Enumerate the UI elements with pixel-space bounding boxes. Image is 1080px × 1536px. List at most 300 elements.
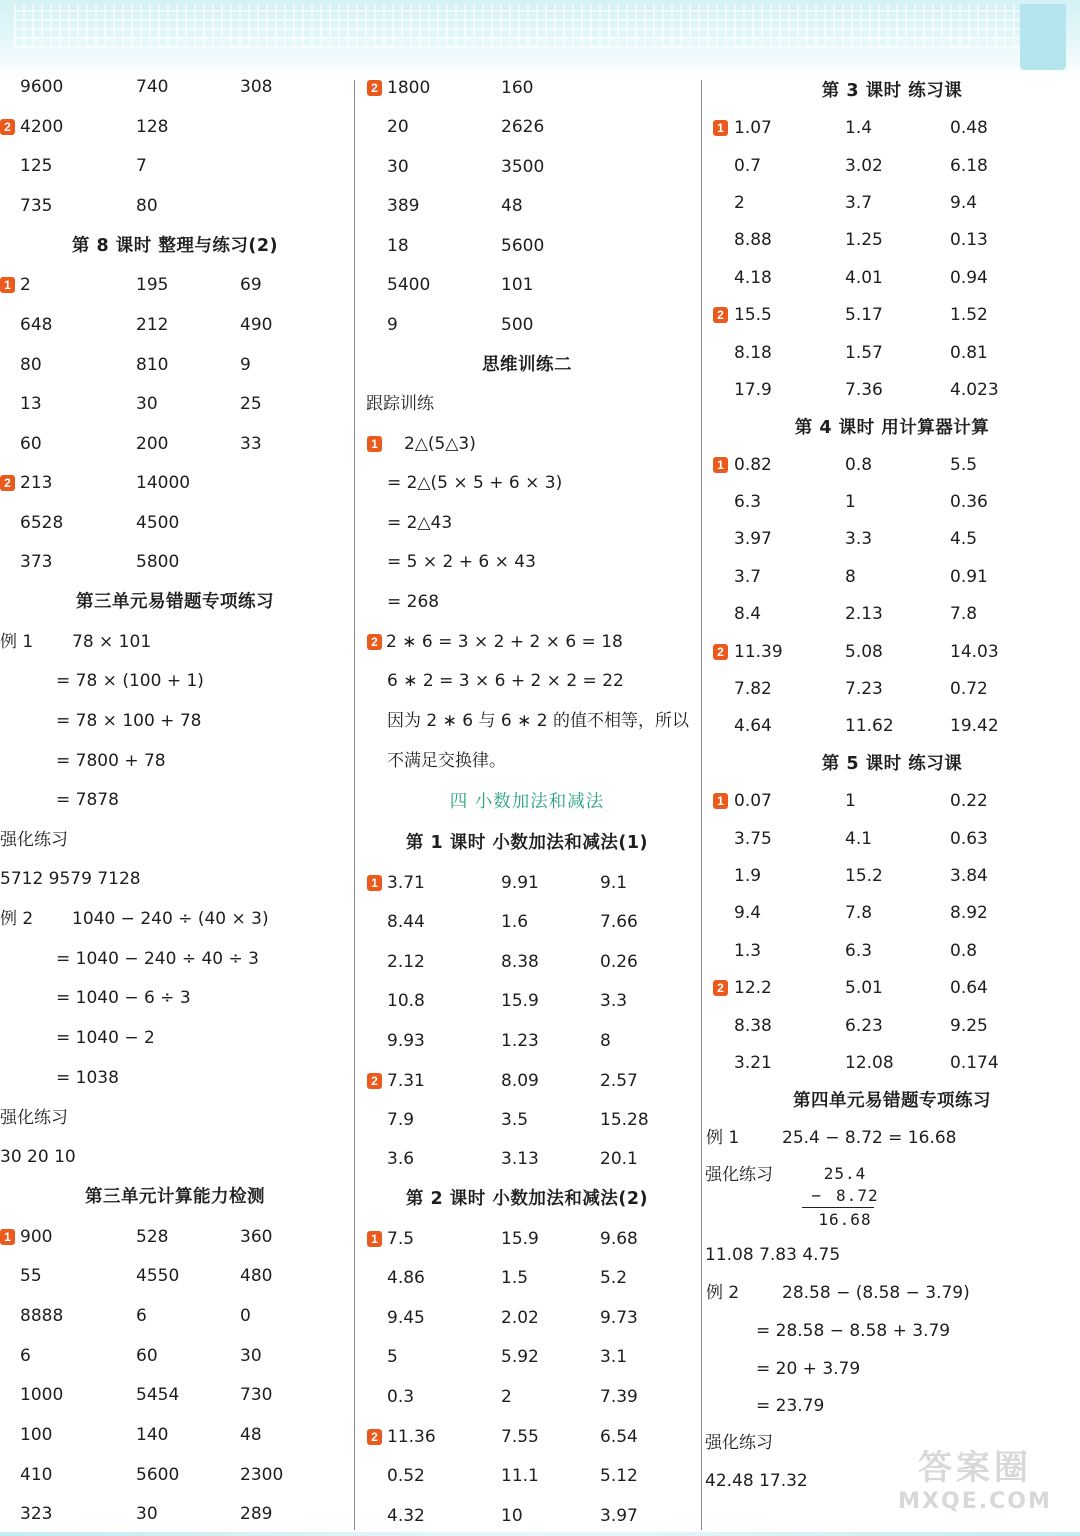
answer-value: 740 (136, 77, 169, 97)
expression-text: = 1040 − 2 (56, 1028, 155, 1048)
answer-value: 0.22 (950, 791, 988, 811)
minus-sign: − (811, 1186, 823, 1205)
question-number-badge: 1 (713, 120, 728, 136)
answer-line (704, 1240, 1080, 1270)
expression-text: = 1040 − 240 ÷ 40 ÷ 3 (56, 949, 259, 969)
answer-value: 5400 (387, 275, 431, 295)
question-number-badge: 2 (713, 644, 728, 660)
plain-text-line: 强化练习 (705, 1165, 773, 1185)
answer-line (356, 706, 698, 736)
answer-value: 0.48 (950, 118, 988, 138)
answer-line (0, 746, 350, 776)
answer-line (0, 1499, 350, 1529)
answer-value: 2 (734, 193, 745, 213)
answer-line (704, 263, 1080, 293)
answer-line (704, 562, 1080, 592)
question-number-badge: 2 (713, 307, 728, 323)
answer-value: 3.97 (734, 529, 772, 549)
plain-text-line: 5712 9579 7128 (0, 869, 141, 889)
answer-line (0, 1301, 350, 1331)
answer-line (356, 191, 698, 221)
answer-value: 0.8 (845, 455, 873, 475)
answer-value: 0.94 (950, 268, 988, 288)
answer-value: 9.25 (950, 1016, 988, 1036)
answer-value: 648 (20, 315, 53, 335)
lesson-title: 第 2 课时 小数加法和减法(2) (405, 1189, 649, 1209)
expression-text: = 78 × 100 + 78 (56, 711, 202, 731)
answer-value: 12.2 (734, 978, 772, 998)
answer-line (356, 152, 698, 182)
expression-text: = 2△(5 × 5 + 6 × 3) (387, 473, 563, 493)
plain-text-line: 30 20 10 (0, 1147, 76, 1167)
answer-value: 8.92 (950, 903, 988, 923)
answer-value: 3.21 (734, 1053, 772, 1073)
answer-value: 289 (240, 1504, 273, 1524)
answer-value: 69 (240, 275, 262, 295)
question-number-badge: 1 (713, 793, 728, 809)
answer-line (356, 310, 698, 340)
answer-value: 5600 (501, 236, 545, 256)
answer-value: 30 (136, 394, 158, 414)
answer-value: 4.86 (387, 1268, 425, 1288)
answer-line (356, 1382, 698, 1412)
answer-line (704, 300, 1080, 330)
answer-value: 9.4 (734, 903, 762, 923)
answer-line (356, 389, 698, 419)
expression-text: 1040 − 240 ÷ (40 × 3) (72, 909, 269, 929)
answer-value: 213 (20, 473, 53, 493)
answer-line (356, 1026, 698, 1056)
answer-value: 0.63 (950, 829, 988, 849)
answer-value: 5.92 (501, 1347, 539, 1367)
answer-value: 7.82 (734, 679, 772, 699)
answer-line (0, 112, 350, 142)
answer-value: 14000 (136, 473, 191, 493)
answer-line (0, 389, 350, 419)
expression-text: = 5 × 2 + 6 × 43 (387, 552, 536, 572)
lesson-title: 第 4 课时 用计算器计算 (794, 418, 990, 438)
answer-value: 7 (136, 156, 147, 176)
answer-line (704, 973, 1080, 1003)
answer-line (356, 1144, 698, 1174)
vertical-subtrahend: 8.72 (836, 1186, 879, 1205)
answer-value: 0.52 (387, 1466, 425, 1486)
answer-value: 2.57 (600, 1071, 638, 1091)
lesson-title: 第 1 课时 小数加法和减法(1) (405, 833, 649, 853)
answer-value: 4.64 (734, 716, 772, 736)
answer-value: 3.13 (501, 1149, 539, 1169)
answer-column-2 (356, 0, 698, 1536)
answer-value: 0.36 (950, 492, 988, 512)
answer-value: 3.1 (600, 1347, 628, 1367)
answer-value: 11.36 (387, 1427, 436, 1447)
question-number-badge: 2 (367, 80, 382, 96)
answer-value: 5.12 (600, 1466, 638, 1486)
answer-line (0, 1222, 350, 1252)
answer-value: 0.07 (734, 791, 772, 811)
answer-column-3 (704, 0, 1080, 1536)
answer-line (356, 1342, 698, 1372)
answer-line (356, 666, 698, 696)
question-number-badge: 2 (367, 634, 382, 650)
answer-line (0, 1023, 350, 1053)
answer-value: 9.45 (387, 1308, 425, 1328)
answer-line (704, 450, 1080, 480)
answer-value: 5.01 (845, 978, 883, 998)
answer-value: 490 (240, 315, 273, 335)
answer-value: 30 (136, 1504, 158, 1524)
expression-text: 25.4 − 8.72 = 16.68 (782, 1128, 957, 1148)
answer-line (704, 113, 1080, 143)
answer-value: 12.08 (845, 1053, 894, 1073)
answer-value: 8888 (20, 1306, 64, 1326)
answer-value: 125 (20, 156, 53, 176)
answer-value: 3.84 (950, 866, 988, 886)
answer-line (0, 310, 350, 340)
answer-line (0, 72, 350, 102)
answer-line (0, 1103, 350, 1133)
example-label: 例 1 (706, 1128, 740, 1148)
answer-value: 1.07 (734, 118, 772, 138)
answer-value: 160 (501, 78, 534, 98)
vertical-result: 16.68 (818, 1210, 872, 1229)
answer-value: 55 (20, 1266, 42, 1286)
answer-value: 4500 (136, 513, 180, 533)
example-label: 例 2 (706, 1283, 740, 1303)
answer-value: 7.66 (600, 912, 638, 932)
answer-value: 8.09 (501, 1071, 539, 1091)
expression-text: 78 × 101 (72, 632, 152, 652)
answer-line (0, 547, 350, 577)
answer-line (704, 487, 1080, 517)
answer-value: 4.32 (387, 1506, 425, 1526)
answer-line (356, 1422, 698, 1452)
plain-text-line: 42.48 17.32 (705, 1471, 808, 1491)
answer-line (356, 270, 698, 300)
question-number-badge: 1 (367, 1231, 382, 1247)
lesson-title: 第 5 课时 练习课 (821, 754, 963, 774)
answer-value: 3.5 (501, 1110, 529, 1130)
answer-line (356, 907, 698, 937)
answer-value: 410 (20, 1465, 53, 1485)
answer-value: 9 (387, 315, 398, 335)
answer-value: 4200 (20, 117, 64, 137)
answer-line (704, 188, 1080, 218)
answer-line (356, 231, 698, 261)
answer-value: 19.42 (950, 716, 999, 736)
answer-value: 2626 (501, 117, 545, 137)
answer-value: 0.8 (950, 941, 978, 961)
answer-value: 5.5 (950, 455, 978, 475)
answer-value: 6 (20, 1346, 31, 1366)
answer-line (0, 666, 350, 696)
answer-line (356, 1105, 698, 1135)
answer-value: 4.5 (950, 529, 978, 549)
question-number-badge: 2 (0, 119, 15, 135)
answer-value: 1.4 (845, 118, 873, 138)
answer-value: 4.18 (734, 268, 772, 288)
answer-value: 7.9 (387, 1110, 415, 1130)
answer-line (704, 1011, 1080, 1041)
answer-line (356, 947, 698, 977)
answer-value: 25 (240, 394, 262, 414)
answer-value: 360 (240, 1227, 273, 1247)
answer-value: 1.23 (501, 1031, 539, 1051)
answer-line (356, 1066, 698, 1096)
answer-line (704, 599, 1080, 629)
answer-value: 1.57 (845, 343, 883, 363)
question-number-badge: 1 (0, 1229, 15, 1245)
answer-value: 20.1 (600, 1149, 638, 1169)
answer-value: 480 (240, 1266, 273, 1286)
answer-line (0, 864, 350, 894)
answer-value: 3.6 (387, 1149, 415, 1169)
answer-line (0, 904, 350, 934)
answer-value: 1.9 (734, 866, 762, 886)
answer-value: 0.82 (734, 455, 772, 475)
answer-value: 9.93 (387, 1031, 425, 1051)
expression-text: = 2△43 (387, 513, 453, 533)
answer-value: 9.68 (600, 1229, 638, 1249)
answer-value: 0 (240, 1306, 251, 1326)
answer-value: 1 (845, 492, 856, 512)
lesson-title: 第四单元易错题专项练习 (793, 1091, 991, 1111)
answer-line (0, 627, 350, 657)
expression-text: = 78 × (100 + 1) (56, 671, 204, 691)
answer-value: 8.4 (734, 604, 762, 624)
lesson-title: 第 8 课时 整理与练习(2) (71, 236, 279, 256)
answer-value: 8.38 (734, 1016, 772, 1036)
answer-line (0, 151, 350, 181)
answer-line (0, 508, 350, 538)
vertical-top-number: 25.4 (823, 1164, 867, 1183)
answer-value: 3.7 (734, 567, 762, 587)
answer-line (704, 1391, 1080, 1421)
answer-value: 6 (136, 1306, 147, 1326)
question-number-badge: 1 (713, 457, 728, 473)
answer-value: 373 (20, 552, 53, 572)
answer-line (0, 1261, 350, 1291)
answer-value: 7.5 (387, 1229, 415, 1249)
answer-value: 7.55 (501, 1427, 539, 1447)
answer-line (356, 627, 698, 657)
lesson-title: 第三单元计算能力检测 (85, 1187, 265, 1207)
answer-value: 195 (136, 275, 169, 295)
answer-value: 5.08 (845, 642, 883, 662)
answer-value: 323 (20, 1504, 53, 1524)
answer-value: 8.44 (387, 912, 425, 932)
answer-line (704, 637, 1080, 667)
answer-value: 1800 (387, 78, 431, 98)
answer-value: 528 (136, 1227, 169, 1247)
expression-text: 不满足交换律。 (387, 751, 506, 771)
answer-value: 0.72 (950, 679, 988, 699)
answer-value: 3500 (501, 157, 545, 177)
answer-value: 2300 (240, 1465, 284, 1485)
answer-value: 0.7 (734, 156, 762, 176)
answer-value: 1.3 (734, 941, 762, 961)
question-number-badge: 1 (367, 875, 382, 891)
answer-value: 1.5 (501, 1268, 529, 1288)
watermark-logo-text: 答案圈 (918, 1448, 1032, 1488)
answer-line (704, 1354, 1080, 1384)
answer-value: 3.3 (600, 991, 628, 1011)
answer-value: 9.1 (600, 873, 628, 893)
answer-line (0, 270, 350, 300)
answer-value: 48 (240, 1425, 262, 1445)
answer-line (0, 1420, 350, 1450)
plain-text-line: 强化练习 (0, 830, 68, 850)
answer-value: 730 (240, 1385, 273, 1405)
answer-line (356, 429, 698, 459)
answer-value: 2.13 (845, 604, 883, 624)
answer-value: 7.36 (845, 380, 883, 400)
answer-line (356, 986, 698, 1016)
expression-text: 2 ∗ 6 = 3 × 2 + 2 × 6 = 18 (386, 632, 623, 652)
answer-line (0, 983, 350, 1013)
answer-value: 15.28 (600, 1110, 649, 1130)
answer-value: 8 (600, 1031, 611, 1051)
answer-value: 6.18 (950, 156, 988, 176)
answer-value: 30 (387, 157, 409, 177)
answer-value: 212 (136, 315, 169, 335)
answer-value: 15.9 (501, 1229, 539, 1249)
example-label: 例 2 (0, 909, 34, 929)
answer-value: 11.39 (734, 642, 783, 662)
answer-value: 11.62 (845, 716, 894, 736)
lesson-title: 第三单元易错题专项练习 (76, 592, 274, 612)
vertical-result-bar (802, 1207, 874, 1208)
answer-value: 6.3 (734, 492, 762, 512)
answer-value: 5.17 (845, 305, 883, 325)
answer-value: 8.88 (734, 230, 772, 250)
answer-line (0, 706, 350, 736)
expression-text: = 1038 (56, 1068, 119, 1088)
lesson-title: 思维训练二 (482, 355, 572, 375)
answer-line (0, 785, 350, 815)
answer-value: 13 (20, 394, 42, 414)
answer-value: 1000 (20, 1385, 64, 1405)
expression-text: = 28.58 − 8.58 + 3.79 (756, 1321, 951, 1341)
question-number-badge: 2 (713, 980, 728, 996)
answer-line (0, 429, 350, 459)
answer-line (356, 547, 698, 577)
answer-line (704, 225, 1080, 255)
answer-line (704, 861, 1080, 891)
answer-value: 30 (240, 1346, 262, 1366)
answer-value: 8.18 (734, 343, 772, 363)
answer-value: 5.2 (600, 1268, 628, 1288)
answer-value: 500 (501, 315, 534, 335)
answer-value: 9.4 (950, 193, 978, 213)
answer-value: 3.75 (734, 829, 772, 849)
expression-text: 6 ∗ 2 = 3 × 6 + 2 × 2 = 22 (387, 671, 624, 691)
answer-value: 80 (136, 196, 158, 216)
answer-line (0, 191, 350, 221)
answer-value: 9.73 (600, 1308, 638, 1328)
answer-line (704, 1316, 1080, 1346)
answer-value: 4.01 (845, 268, 883, 288)
watermark-url: MXQE.COM (898, 1489, 1052, 1514)
answer-value: 2.12 (387, 952, 425, 972)
answer-value: 33 (240, 434, 262, 454)
answer-value: 6528 (20, 513, 64, 533)
answer-value: 1 (845, 791, 856, 811)
answer-value: 48 (501, 196, 523, 216)
answer-value: 15.9 (501, 991, 539, 1011)
column-divider-1 (354, 80, 355, 1530)
answer-line (0, 1063, 350, 1093)
answer-value: 60 (20, 434, 42, 454)
answer-line (704, 824, 1080, 854)
answer-line (704, 786, 1080, 816)
answer-value: 7.31 (387, 1071, 425, 1091)
site-watermark (880, 1448, 1070, 1528)
question-number-badge: 1 (367, 436, 382, 452)
answer-value: 3.7 (845, 193, 873, 213)
answer-value: 3.97 (600, 1506, 638, 1526)
example-label: 例 1 (0, 632, 34, 652)
answer-value: 308 (240, 77, 273, 97)
answer-value: 5454 (136, 1385, 180, 1405)
column-divider-2 (701, 80, 702, 1530)
expression-text: = 268 (387, 592, 440, 612)
answer-value: 9 (240, 355, 251, 375)
answer-line (356, 868, 698, 898)
answer-value: 14.03 (950, 642, 999, 662)
answer-value: 3.3 (845, 529, 873, 549)
answer-value: 4.023 (950, 380, 999, 400)
unit-section-heading: 四 小数加法和减法 (449, 792, 605, 812)
answer-value: 0.13 (950, 230, 988, 250)
answer-line (704, 1048, 1080, 1078)
answer-value: 900 (20, 1227, 53, 1247)
answer-value: 15.2 (845, 866, 883, 886)
answer-value: 101 (501, 275, 534, 295)
answer-line (0, 825, 350, 855)
answer-line (704, 375, 1080, 405)
answer-line (356, 73, 698, 103)
answer-line (704, 524, 1080, 554)
answer-value: 17.9 (734, 380, 772, 400)
answer-value: 0.174 (950, 1053, 999, 1073)
answer-value: 10 (501, 1506, 523, 1526)
answer-column-1 (0, 0, 350, 1536)
question-number-badge: 2 (367, 1429, 382, 1445)
answer-value: 7.8 (950, 604, 978, 624)
answer-value: 15.5 (734, 305, 772, 325)
answer-line (704, 1160, 1080, 1190)
answer-value: 4550 (136, 1266, 180, 1286)
answer-value: 389 (387, 196, 420, 216)
answer-value: 4.1 (845, 829, 873, 849)
answer-value: 1.25 (845, 230, 883, 250)
answer-line (0, 1142, 350, 1172)
answer-line (704, 338, 1080, 368)
expression-text: 2△(5△3) (404, 434, 476, 454)
expression-text: = 1040 − 6 ÷ 3 (56, 988, 191, 1008)
answer-value: 1.6 (501, 912, 529, 932)
expression-text: = 7800 + 78 (56, 751, 166, 771)
answer-line (356, 1263, 698, 1293)
answer-value: 128 (136, 117, 169, 137)
answer-line (356, 587, 698, 617)
answer-line (0, 944, 350, 974)
answer-value: 2.02 (501, 1308, 539, 1328)
answer-line (704, 674, 1080, 704)
answer-value: 0.3 (387, 1387, 415, 1407)
answer-value: 0.91 (950, 567, 988, 587)
